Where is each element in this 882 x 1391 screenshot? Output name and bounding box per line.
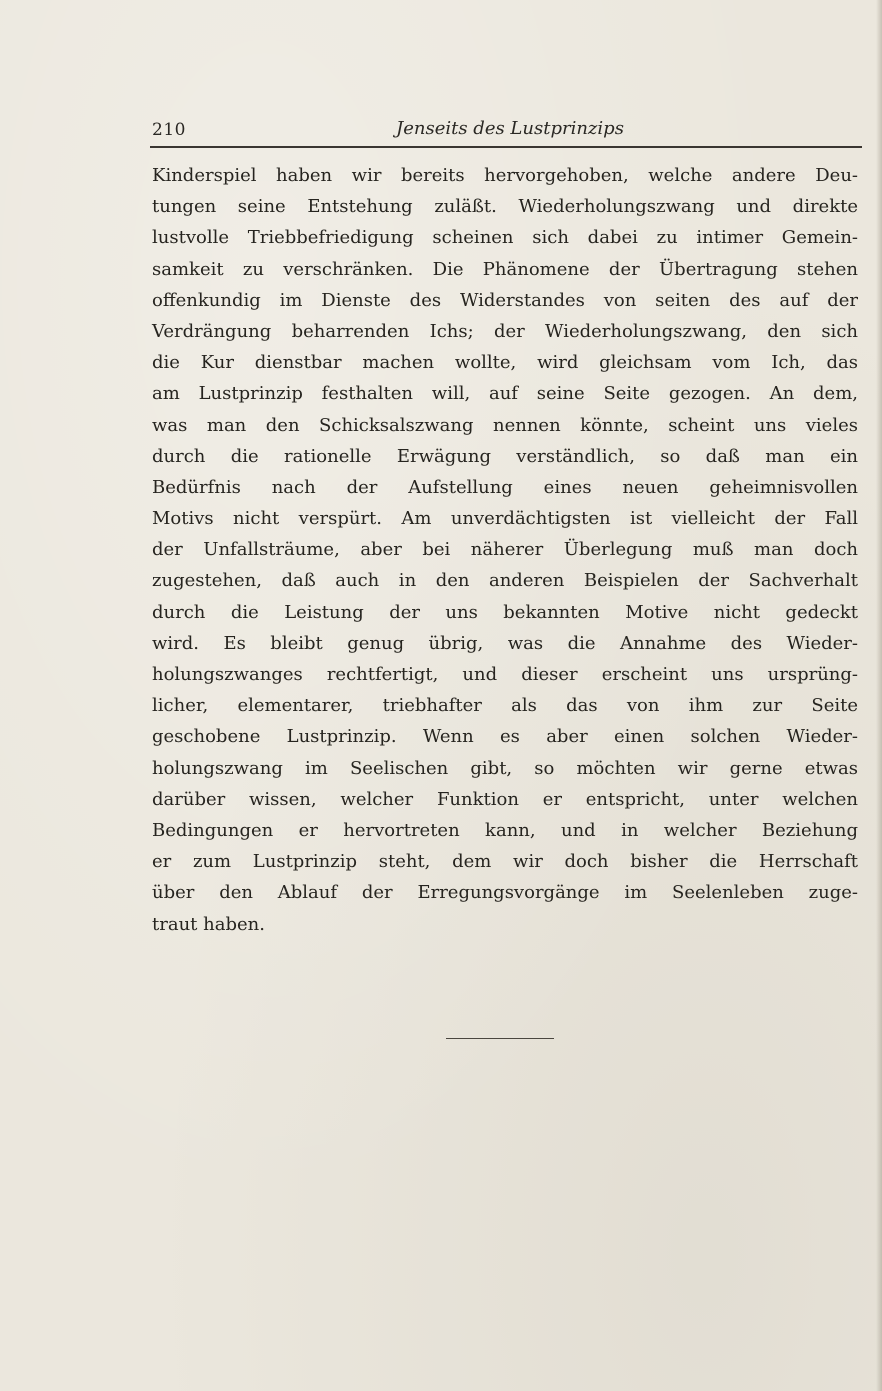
text-line: geschobene Lustprinzip. Wenn es aber einen solchen Wieder- [152,726,858,748]
text-line: was man den Schicksalszwang nennen könnte, scheint uns vieles [152,414,858,436]
text-line: Bedingungen er hervortreten kann, und in welcher Beziehung [152,819,858,841]
text-line: die Kur dienstbar machen wollte, wird gleichsam vom Ich, das [152,352,858,374]
text-line: über den Ablauf der Erregungsvorgänge im Seelenleben zuge- [152,882,858,904]
text-line: der Unfallsträume, aber bei näherer Überlegung muß man doch [152,539,858,561]
running-header [152,118,864,144]
text-line: durch die rationelle Erwägung verständlich, so daß man ein [152,445,858,467]
page-number: 210 [152,120,186,140]
text-line: tungen seine Entstehung zuläßt. Wiederholungszwang und direkte [152,196,858,218]
text-line: durch die Leistung der uns bekannten Motive nicht gedeckt [152,601,858,623]
text-line: holungszwang im Seelischen gibt, so möchten wir gerne etwas [152,757,858,779]
body-text [152,160,858,940]
text-line: wird. Es bleibt genug übrig, was die Annahme des Wieder- [152,632,858,654]
text-line: holungszwanges rechtfertigt, und dieser erscheint uns ursprüng- [152,664,858,685]
text-line: zugestehen, daß auch in den anderen Beispielen der Sachverhalt [152,570,858,592]
text-line: er zum Lustprinzip steht, dem wir doch bisher die Herrschaft [152,851,858,873]
text-line: Motivs nicht verspürt. Am unverdächtigsten ist vielleicht der Fall [152,508,858,530]
text-line: lustvolle Triebbefriedigung scheinen sich dabei zu intimer Gemein- [152,227,858,249]
page-edge-shadow [876,0,882,1391]
text-line-last: traut haben. [152,913,265,935]
header-rule [150,146,862,148]
text-line: offenkundig im Dienste des Widerstandes von seiten des auf der [152,289,858,311]
text-line: licher, elementarer, triebhafter als das von ihm zur Seite [152,695,858,717]
section-end-rule [446,1038,554,1039]
text-line: Kinderspiel haben wir bereits hervorgehoben, welche andere Deu- [152,165,858,186]
text-line: samkeit zu verschränken. Die Phänomene der Übertragung stehen [152,258,858,280]
text-line: Bedürfnis nach der Aufstellung eines neuen geheimnisvollen [152,476,858,498]
text-line: darüber wissen, welcher Funktion er entspricht, unter welchen [152,788,858,810]
running-title: Jenseits des Lustprinzips [396,118,624,139]
text-line: Verdrängung beharrenden Ichs; der Wiederholungszwang, den sich [152,320,858,342]
text-line: am Lustprinzip festhalten will, auf seine Seite gezogen. An dem, [152,383,858,405]
